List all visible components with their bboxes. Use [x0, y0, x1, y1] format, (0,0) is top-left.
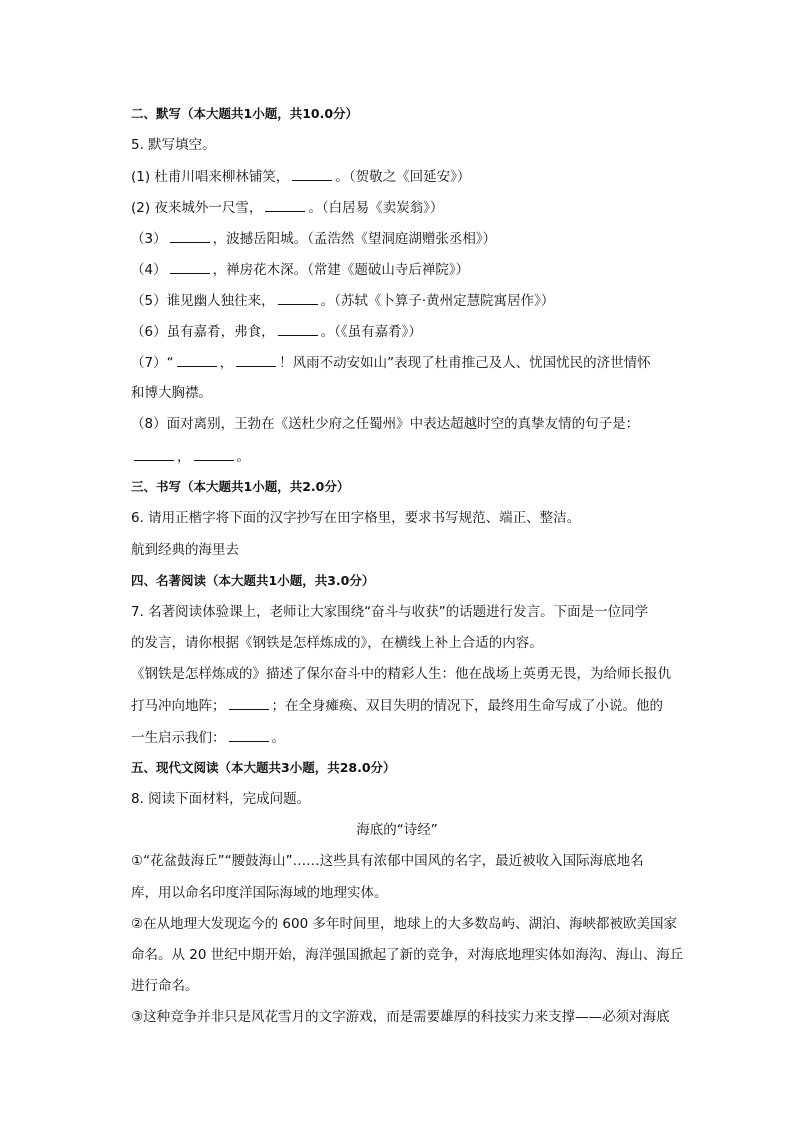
- answer-blank[interactable]: [229, 695, 269, 710]
- answer-blank[interactable]: [265, 197, 305, 212]
- section-4-heading: 四、名著阅读（本大题共1小题，共3.0分）: [131, 573, 375, 588]
- answer-blank[interactable]: [170, 228, 210, 243]
- answer-blank[interactable]: [236, 352, 276, 367]
- q5-item-5: （5）谁见幽人独往来， 。（苏轼《卜算子·黄州定慧院寓居作》）: [131, 290, 554, 311]
- paragraph-2-line-1: ②在从地理大发现迄今的 600 多年时间里，地球上的大多数岛屿、湖泊、海峡都被欧美国家: [131, 916, 677, 932]
- q5-item-3: （3） ，波撼岳阳城。（孟浩然《望洞庭湖赠张丞相》）: [131, 228, 496, 249]
- answer-blank[interactable]: [134, 446, 174, 461]
- answer-blank[interactable]: [177, 352, 217, 367]
- q5-item-6: （6）虽有嘉肴，弗食， 。（《虽有嘉肴》）: [131, 321, 422, 342]
- q5-stem: 5. 默写填空。: [131, 137, 216, 153]
- answer-blank[interactable]: [229, 727, 269, 742]
- q5-item-7-cont: 和博大胸襟。: [131, 385, 212, 401]
- answer-blank[interactable]: [194, 446, 234, 461]
- q5-item-8: （8）面对离别，王勃在《送杜少府之任蜀州》中表达超越时空的真挚友情的句子是：: [131, 416, 640, 432]
- answer-blank[interactable]: [170, 259, 210, 274]
- q6-text: 航到经典的海里去: [131, 542, 239, 558]
- paragraph-3-line-1: ③这种竞争并非只是风花雪月的文字游戏，而是需要雄厚的科技实力来支撑——必须对海底: [131, 1009, 670, 1025]
- q6-stem: 6. 请用正楷字将下面的汉字抄写在田字格里，要求书写规范、端正、整洁。: [131, 510, 581, 526]
- q7-line-2: 的发言，请你根据《钢铁是怎样炼成的》，在横线上补上合适的内容。: [131, 635, 543, 651]
- q7-line-3: 《钢铁是怎样炼成的》描述了保尔奋斗中的精彩人生：他在战场上英勇无畏，为给师长报仇: [131, 666, 671, 682]
- q7-line-5: 一生启示我们： 。: [131, 727, 285, 748]
- paragraph-1-line-1: ①“花盆鼓海丘”“腰鼓海山”……这些具有浓郁中国风的名字，最近被收入国际海底地名: [131, 853, 644, 869]
- section-2-heading: 二、默写（本大题共1小题，共10.0分）: [131, 106, 359, 121]
- paragraph-2-line-2: 命名。从 20 世纪中期开始，海洋强国掀起了新的竞争，对海底地理实体如海沟、海山、海丘: [131, 947, 684, 963]
- section-5-heading: 五、现代文阅读（本大题共3小题，共28.0分）: [131, 760, 396, 775]
- q8-stem: 8. 阅读下面材料，完成问题。: [131, 791, 311, 807]
- q7-line-1: 7. 名著阅读体验课上，老师让大家围绕“奋斗与收获”的话题进行发言。下面是一位同学: [131, 604, 649, 620]
- answer-blank[interactable]: [278, 321, 318, 336]
- section-3-heading: 三、书写（本大题共1小题，共2.0分）: [131, 479, 350, 494]
- q7-line-4: 打马冲向地阵； ；在全身瘫痪、双目失明的情况下，最终用生命写成了小说。他的: [131, 695, 663, 716]
- q5-item-8-blanks: ， 。: [131, 446, 250, 467]
- paragraph-2-line-3: 进行命名。: [131, 978, 199, 994]
- article-title: 海底的“诗经”: [356, 822, 438, 838]
- q5-item-2: (2) 夜来城外一尺雪， 。（白居易《卖炭翁》）: [131, 197, 443, 218]
- paragraph-1-line-2: 库，用以命名印度洋国际海域的地理实体。: [131, 885, 388, 901]
- q5-item-7: （7）“ ， ！风雨不动安如山”表现了杜甫推己及人、忧国忧民的济世情怀: [131, 352, 651, 373]
- answer-blank[interactable]: [278, 290, 318, 305]
- q5-item-1: (1) 杜甫川唱来柳林铺笑， 。（贺敬之《回延安》）: [131, 166, 470, 187]
- q5-item-4: （4） ，禅房花木深。（常建《题破山寺后禅院》）: [131, 259, 469, 280]
- answer-blank[interactable]: [292, 166, 332, 181]
